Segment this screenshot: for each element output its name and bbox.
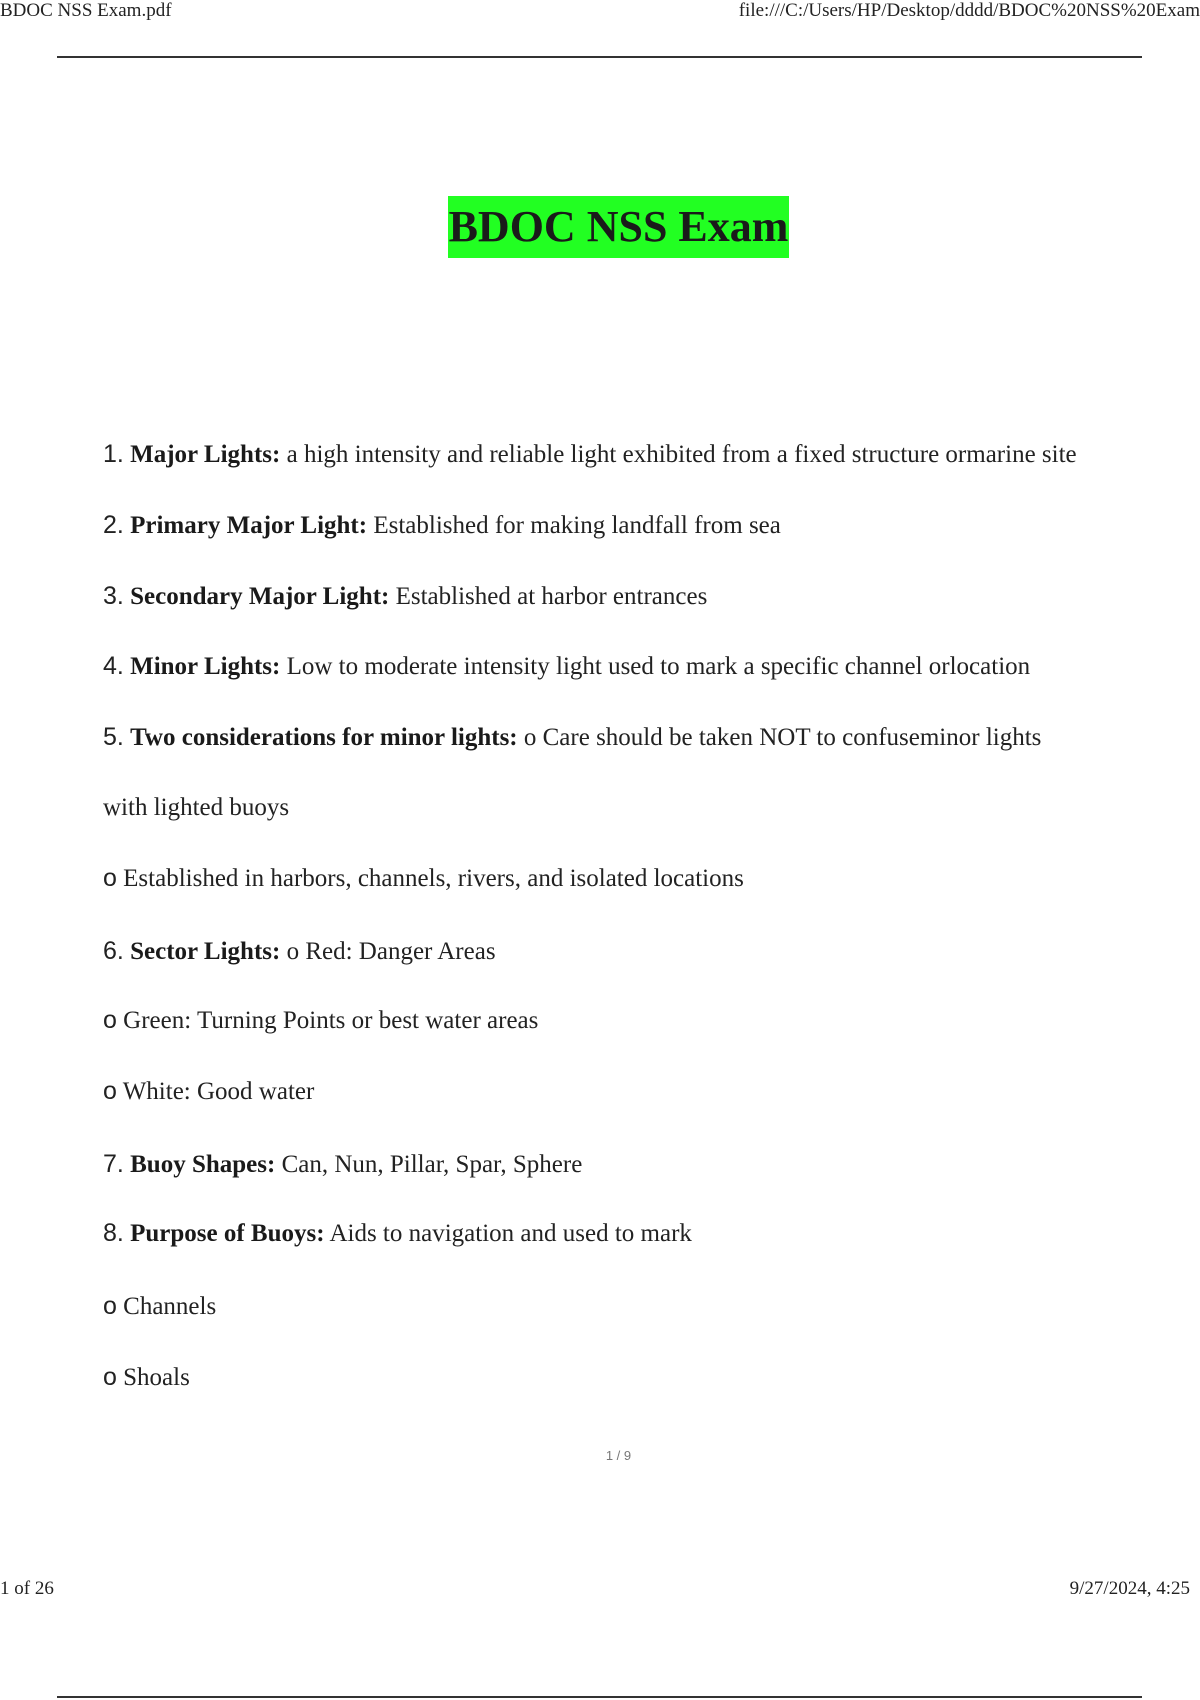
item-text: Established at harbor entrances: [389, 583, 708, 610]
item-number: 4.: [103, 652, 124, 680]
item-number: 2.: [103, 511, 124, 539]
page-title: BDOC NSS Exam: [448, 196, 790, 258]
item-text: Can, Nun, Pillar, Spar, Sphere: [275, 1151, 583, 1178]
item-text: Aids to navigation and used to mark: [324, 1220, 692, 1247]
list-item-5: [103, 723, 1041, 752]
print-page-number: 1 of 26: [0, 1578, 54, 1599]
item-term: Major Lights:: [130, 441, 281, 468]
pdf-document-title: BDOC NSS Exam.pdf: [0, 0, 172, 21]
list-item-8: [103, 1219, 692, 1248]
bullet-marker: o: [103, 1292, 117, 1320]
list-item-3: [103, 582, 707, 611]
item-number: 6.: [103, 937, 124, 965]
item-term: Secondary Major Light:: [130, 583, 390, 610]
item-text: o Care should be taken NOT to confuseminor lights: [517, 724, 1042, 751]
bullet-marker: o: [103, 1077, 117, 1105]
list-item-6: [103, 937, 496, 966]
header-divider: [57, 56, 1142, 58]
list-item-5-bullet-1: [103, 864, 744, 893]
item-term: Purpose of Buoys:: [130, 1220, 325, 1247]
bullet-marker: o: [103, 1006, 117, 1034]
item-term: Primary Major Light:: [130, 512, 368, 539]
item-term: Two considerations for minor lights:: [130, 724, 518, 751]
item-term: Buoy Shapes:: [130, 1151, 276, 1178]
bullet-marker: o: [103, 1363, 117, 1391]
item-text: o Red: Danger Areas: [280, 938, 496, 965]
item-text: a high intensity and reliable light exhibited from a fixed structure ormarine site: [280, 441, 1077, 468]
list-item-1: [103, 440, 1077, 469]
item-number: 8.: [103, 1219, 124, 1247]
item-text: White: Good water: [116, 1078, 315, 1105]
item-term: Sector Lights:: [130, 938, 281, 965]
item-text: Shoals: [116, 1364, 190, 1391]
item-number: 1.: [103, 440, 124, 468]
item-text: Green: Turning Points or best water areas: [116, 1007, 539, 1034]
print-timestamp: 9/27/2024, 4:25: [1069, 1578, 1190, 1599]
list-item-5-wrap: [103, 794, 289, 822]
list-item-6-bullet-1: [103, 1006, 538, 1035]
footer-divider: [57, 1696, 1142, 1698]
item-text: Low to moderate intensity light used to mark a specific channel orlocation: [280, 653, 1031, 680]
item-number: 7.: [103, 1150, 124, 1178]
item-text: Established in harbors, channels, rivers, and isolated locations: [116, 865, 744, 892]
page-counter: 1 / 9: [605, 1448, 632, 1463]
bullet-marker: o: [103, 864, 117, 892]
list-item-4: [103, 652, 1030, 681]
item-term: Minor Lights:: [130, 653, 281, 680]
list-item-6-bullet-2: [103, 1077, 314, 1106]
item-number: 3.: [103, 582, 124, 610]
item-number: 5.: [103, 723, 124, 751]
list-item-8-bullet-2: [103, 1363, 190, 1392]
item-text: Channels: [116, 1293, 217, 1320]
file-path: file:///C:/Users/HP/Desktop/dddd/BDOC%20NSS%20Exam: [738, 0, 1200, 21]
list-item-8-bullet-1: [103, 1292, 216, 1321]
list-item-7: [103, 1150, 582, 1179]
item-text: with lighted buoys: [103, 794, 290, 821]
list-item-2: [103, 511, 781, 540]
title-wrapper: [0, 196, 1200, 258]
item-text: Established for making landfall from sea: [367, 512, 781, 539]
